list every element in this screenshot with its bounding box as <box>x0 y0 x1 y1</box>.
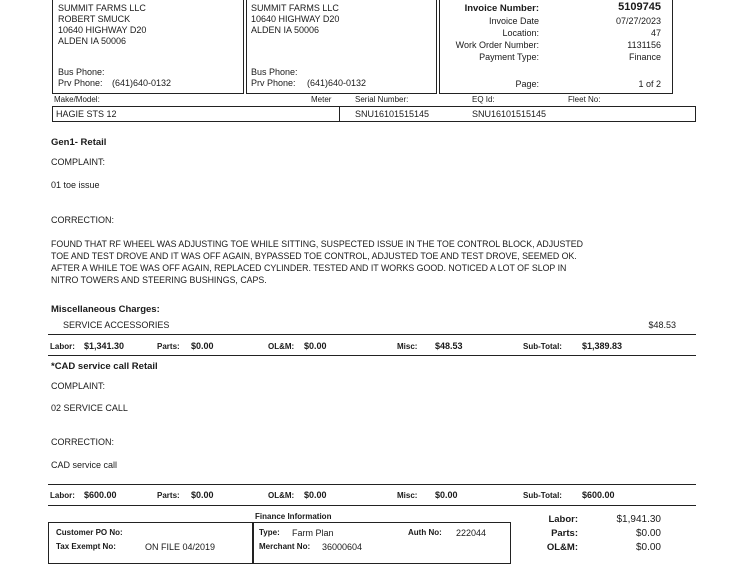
bill-to-address1: 10640 HIGHWAY D20 <box>58 25 147 35</box>
page-label: Page: <box>515 79 539 89</box>
serial-value: SNU16101515145 <box>355 109 430 119</box>
job1-parts: $0.00 <box>191 341 214 351</box>
serial-label: Serial Number: <box>355 95 409 104</box>
auth-label: Auth No: <box>408 528 442 537</box>
job1-title: Gen1- Retail <box>51 137 107 148</box>
job1-subtotal-label: Sub-Total: <box>523 342 562 351</box>
bill-to-address2: ALDEN IA 50006 <box>58 36 127 46</box>
bill-to-prv-phone-label: Prv Phone: <box>58 78 103 88</box>
job1-correction-line-4: NITRO TOWERS AND STEERING BUSHINGS, CAPS. <box>51 275 267 285</box>
job2-complaint-label: COMPLAINT: <box>51 381 106 391</box>
location-label: Location: <box>502 28 539 38</box>
finance-type-value: Farm Plan <box>292 528 334 538</box>
job1-correction-label: CORRECTION: <box>51 215 114 225</box>
eq-id-label: EQ Id: <box>472 95 495 104</box>
payment-type-label: Payment Type: <box>479 52 539 62</box>
job1-labor-label: Labor: <box>50 342 75 351</box>
payment-type-value: Finance <box>628 52 661 62</box>
ship-to-name: SUMMIT FARMS LLC <box>251 3 339 13</box>
job1-parts-label: Parts: <box>157 342 180 351</box>
meter-label: Meter <box>311 95 332 104</box>
job2-parts-label: Parts: <box>157 491 180 500</box>
finance-type-label: Type: <box>259 528 280 537</box>
job2-title: *CAD service call Retail <box>51 361 158 372</box>
bill-to-prv-phone: (641)640-0132 <box>112 78 172 88</box>
finance-header: Finance Information <box>255 512 332 521</box>
misc-charges-header: Miscellaneous Charges: <box>51 304 160 315</box>
make-model-label: Make/Model: <box>54 95 100 104</box>
ship-to-prv-phone-label: Prv Phone: <box>251 78 296 88</box>
page-value: 1 of 2 <box>638 79 661 89</box>
job2-olm: $0.00 <box>304 490 327 500</box>
work-order-label: Work Order Number: <box>455 40 539 50</box>
job2-olm-label: OL&M: <box>268 491 295 500</box>
summary-labor-label: Labor: <box>548 514 578 525</box>
merchant-label: Merchant No: <box>259 542 311 551</box>
tax-exempt-label: Tax Exempt No: <box>56 542 116 551</box>
job1-misc: $48.53 <box>435 341 463 351</box>
make-model-value: HAGIE STS 12 <box>56 109 117 119</box>
job2-labor: $600.00 <box>84 490 117 500</box>
invoice-number-label: Invoice Number: <box>464 3 539 14</box>
misc-item-amount: $48.53 <box>648 320 676 330</box>
job1-complaint-label: COMPLAINT: <box>51 157 106 167</box>
invoice-date-label: Invoice Date <box>488 16 539 26</box>
job1-misc-label: Misc: <box>397 342 418 351</box>
summary-labor: $1,941.30 <box>616 514 661 525</box>
job1-correction-line-2: TOE AND TEST DROVE AND IT WAS OFF AGAIN, BYPASSED TOE CONTROL, ADJUSTED TOE AND TEST DROVE, SEEMED OK. <box>51 251 577 261</box>
job2-subtotal: $600.00 <box>582 490 615 500</box>
job1-complaint: 01 toe issue <box>51 180 100 190</box>
ship-to-bus-phone-label: Bus Phone: <box>251 67 298 77</box>
invoice-number: 5109745 <box>618 1 661 13</box>
job2-misc: $0.00 <box>435 490 458 500</box>
fleet-label: Fleet No: <box>568 95 601 104</box>
job2-totals-top-rule <box>48 484 696 485</box>
summary-olm-label: OL&M: <box>546 542 578 553</box>
bill-to-contact: ROBERT SMUCK <box>58 14 131 24</box>
misc-item: SERVICE ACCESSORIES <box>63 320 170 330</box>
bill-to-name: SUMMIT FARMS LLC <box>58 3 146 13</box>
ship-to-address2: ALDEN IA 50006 <box>251 25 320 35</box>
summary-olm: $0.00 <box>635 542 661 553</box>
job1-totals-top-rule <box>48 334 696 335</box>
job1-subtotal: $1,389.83 <box>582 341 623 351</box>
equipment-divider <box>339 106 340 121</box>
job1-olm-label: OL&M: <box>268 342 295 351</box>
job1-correction-line-1: FOUND THAT RF WHEEL WAS ADJUSTING TOE WHILE SITTING, SUSPECTED ISSUE IN THE TOE CONTROL BLOCK, ADJUSTED <box>51 239 583 249</box>
summary-parts-label: Parts: <box>551 528 578 539</box>
job2-labor-label: Labor: <box>50 491 75 500</box>
job2-subtotal-label: Sub-Total: <box>523 491 562 500</box>
job1-totals-bottom-rule <box>48 355 696 356</box>
job1-correction-line-3: AFTER A WHILE TOE WAS OFF AGAIN, REPLACED CYLINDER. TESTED AND IT WORKS GOOD. NOTICED A LOT OF SLOP IN <box>51 263 567 273</box>
job2-misc-label: Misc: <box>397 491 418 500</box>
work-order-value: 1131156 <box>627 40 661 50</box>
bill-to-bus-phone-label: Bus Phone: <box>58 67 105 77</box>
merchant-value: 36000604 <box>322 542 363 552</box>
ship-to-address1: 10640 HIGHWAY D20 <box>251 14 340 24</box>
customer-po-label: Customer PO No: <box>56 528 123 537</box>
summary-parts: $0.00 <box>635 528 661 539</box>
invoice-date: 07/27/2023 <box>615 16 661 26</box>
job1-olm: $0.00 <box>304 341 327 351</box>
job2-correction: CAD service call <box>51 460 118 470</box>
job2-parts: $0.00 <box>191 490 214 500</box>
ship-to-prv-phone: (641)640-0132 <box>307 78 367 88</box>
job2-totals-bottom-rule <box>48 505 696 506</box>
job2-correction-label: CORRECTION: <box>51 437 114 447</box>
job1-labor: $1,341.30 <box>84 341 125 351</box>
tax-exempt-value: ON FILE 04/2019 <box>145 542 216 552</box>
location-value: 47 <box>650 28 661 38</box>
job2-complaint: 02 SERVICE CALL <box>51 403 128 413</box>
eq-id-value: SNU16101515145 <box>472 109 547 119</box>
auth-value: 222044 <box>456 528 487 538</box>
